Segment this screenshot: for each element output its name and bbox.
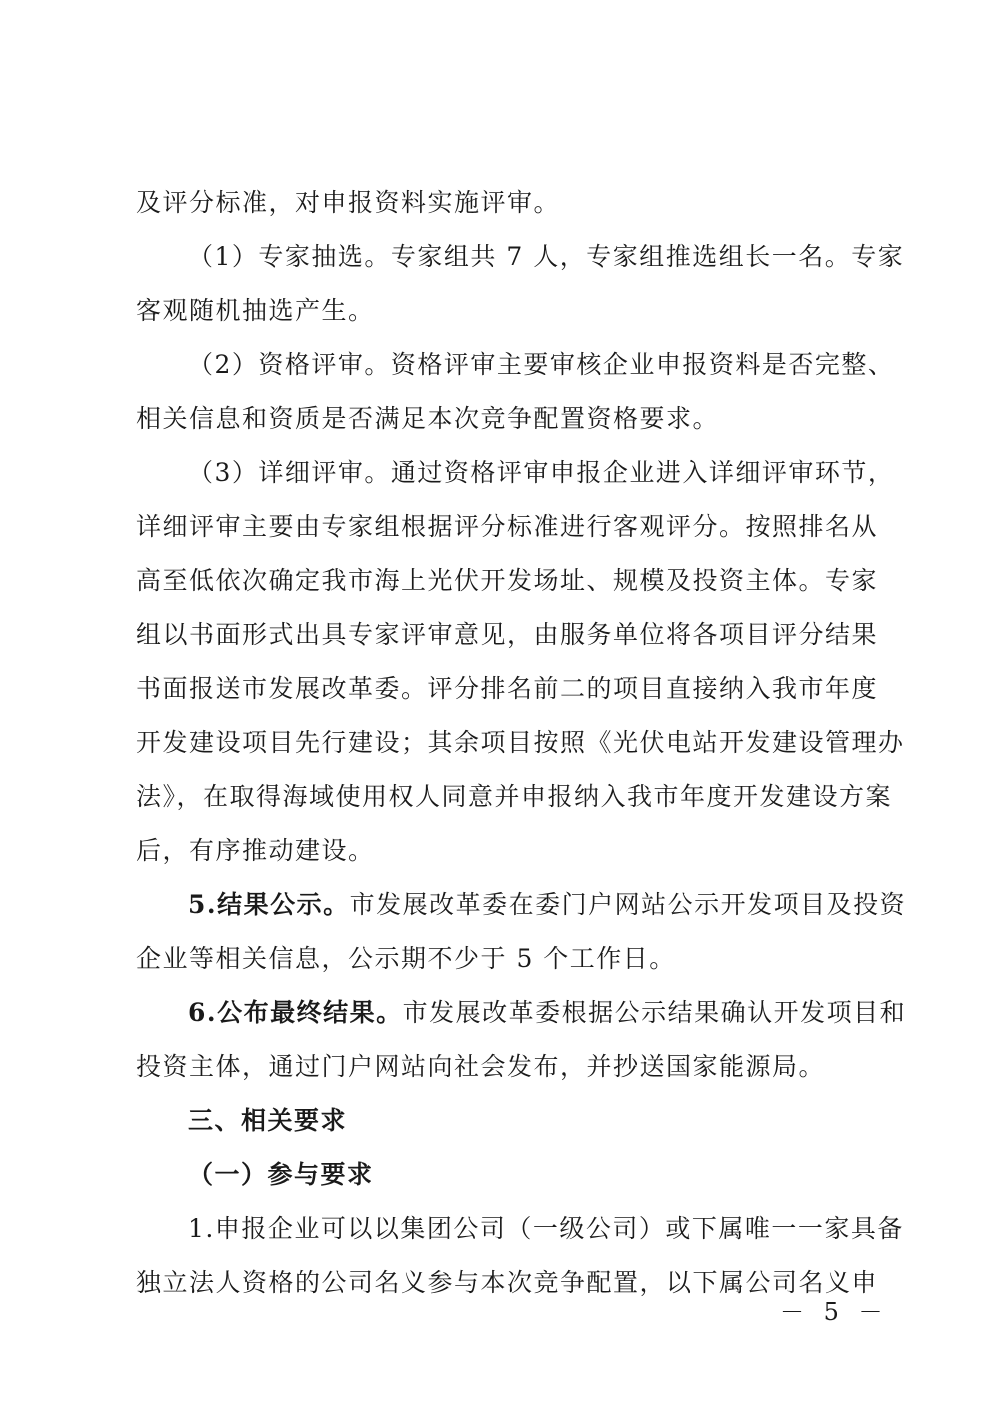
page-number: － 5 － bbox=[780, 1298, 889, 1326]
item-6-label: 6.公布最终结果。 bbox=[188, 998, 403, 1027]
text-line: 客观随机抽选产生。 bbox=[136, 296, 375, 325]
item-6-line bbox=[136, 986, 907, 1040]
body-text bbox=[136, 176, 907, 1310]
text-line: 相关信息和资质是否满足本次竞争配置资格要求。 bbox=[136, 404, 720, 433]
section-heading: 三、相关要求 bbox=[188, 1106, 348, 1135]
text-line: 详细评审主要由专家组根据评分标准进行客观评分。按照排名从 bbox=[136, 512, 879, 541]
item-5-label: 5.结果公示。 bbox=[188, 890, 350, 919]
text-line: （3）详细评审。通过资格评审申报企业进入详细评审环节， bbox=[188, 458, 895, 487]
text-line: 书面报送市发展改革委。评分排名前二的项目直接纳入我市年度 bbox=[136, 674, 879, 703]
text-line: 开发建设项目先行建设；其余项目按照《光伏电站开发建设管理办 bbox=[136, 728, 905, 757]
text-line: （1）专家抽选。专家组共 7 人，专家组推选组长一名。专家 bbox=[188, 242, 905, 271]
text-line: 组以书面形式出具专家评审意见，由服务单位将各项目评分结果 bbox=[136, 620, 879, 649]
text-line: （2）资格评审。资格评审主要审核企业申报资料是否完整、 bbox=[188, 350, 895, 379]
text-line: 独立法人资格的公司名义参与本次竞争配置，以下属公司名义申 bbox=[136, 1268, 879, 1297]
text-line: 后，有序推动建设。 bbox=[136, 836, 375, 865]
item-5-continuation: 企业等相关信息，公示期不少于 5 个工作日。 bbox=[136, 944, 676, 973]
item-6-continuation: 投资主体，通过门户网站向社会发布，并抄送国家能源局。 bbox=[136, 1052, 826, 1081]
subsection-heading: （一）参与要求 bbox=[188, 1160, 374, 1189]
text-line: 高至低依次确定我市海上光伏开发场址、规模及投资主体。专家 bbox=[136, 566, 879, 595]
item-5-line bbox=[136, 878, 907, 932]
text-line: 法》，在取得海域使用权人同意并申报纳入我市年度开发建设方案 bbox=[136, 782, 893, 811]
text-line: 及评分标准，对申报资料实施评审。 bbox=[136, 188, 561, 217]
item-6-text: 市发展改革委根据公示结果确认开发项目和 bbox=[402, 998, 907, 1027]
text-line: 1.申报企业可以以集团公司（一级公司）或下属唯一一家具备 bbox=[188, 1214, 904, 1243]
item-5-text: 市发展改革委在委门户网站公示开发项目及投资 bbox=[349, 890, 907, 919]
